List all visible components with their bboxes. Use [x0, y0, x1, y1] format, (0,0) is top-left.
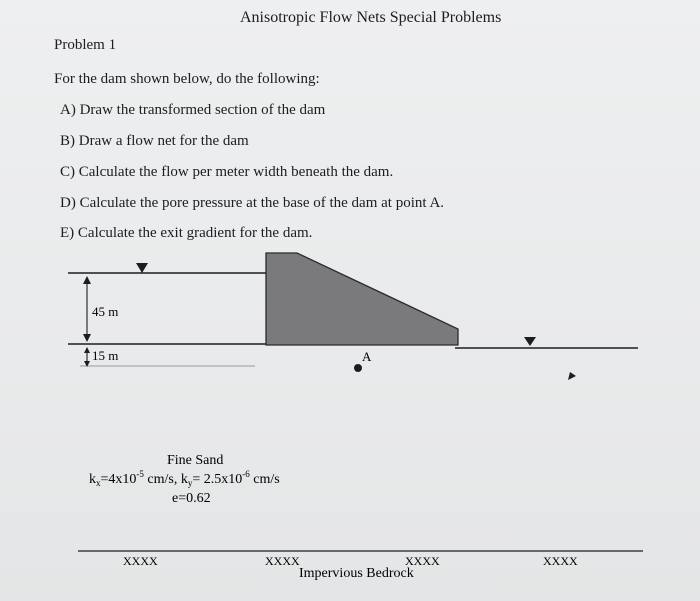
task-e: E) Calculate the exit gradient for the dam. — [60, 225, 313, 241]
void-ratio: e=0.62 — [172, 491, 211, 506]
bedrock-hatch-3: XXXX — [405, 554, 440, 568]
bedrock-hatch-4: XXXX — [543, 554, 578, 568]
downstream-water-table-icon — [524, 337, 536, 346]
dimension-label-15m: 15 m — [92, 348, 119, 363]
bedrock-label: Impervious Bedrock — [299, 566, 414, 581]
arrow-down-icon — [83, 334, 91, 342]
task-d: D) Calculate the pore pressure at the base of the dam at point A. — [60, 195, 445, 211]
task-b: B) Draw a flow net for the dam — [60, 133, 249, 149]
task-c: C) Calculate the flow per meter width beneath the dam. — [60, 164, 394, 180]
arrow-up-icon — [83, 276, 91, 284]
bedrock-hatch-2: XXXX — [265, 554, 300, 568]
task-a: A) Draw the transformed section of the dam — [60, 102, 326, 118]
upstream-water-table-icon — [136, 263, 148, 273]
page-title: Anisotropic Flow Nets Special Problems — [240, 9, 502, 26]
arrow-up-small-icon — [84, 347, 90, 353]
bedrock-hatch-1: XXXX — [123, 554, 158, 568]
dam-body — [266, 253, 458, 345]
dimension-label-45m: 45 m — [92, 304, 119, 319]
permeability-text: $k_x=4x10^{-5}$ cm/s, $k_y= 2.5x10^{-6}$ cm/s — [89, 469, 280, 488]
point-a-label: A — [362, 349, 372, 364]
stray-arrow-icon — [568, 372, 576, 380]
problem-label: Problem 1 — [54, 37, 117, 53]
point-a-marker — [354, 364, 362, 372]
intro-text: For the dam shown below, do the following: — [54, 71, 320, 87]
soil-name: Fine Sand — [167, 453, 224, 468]
